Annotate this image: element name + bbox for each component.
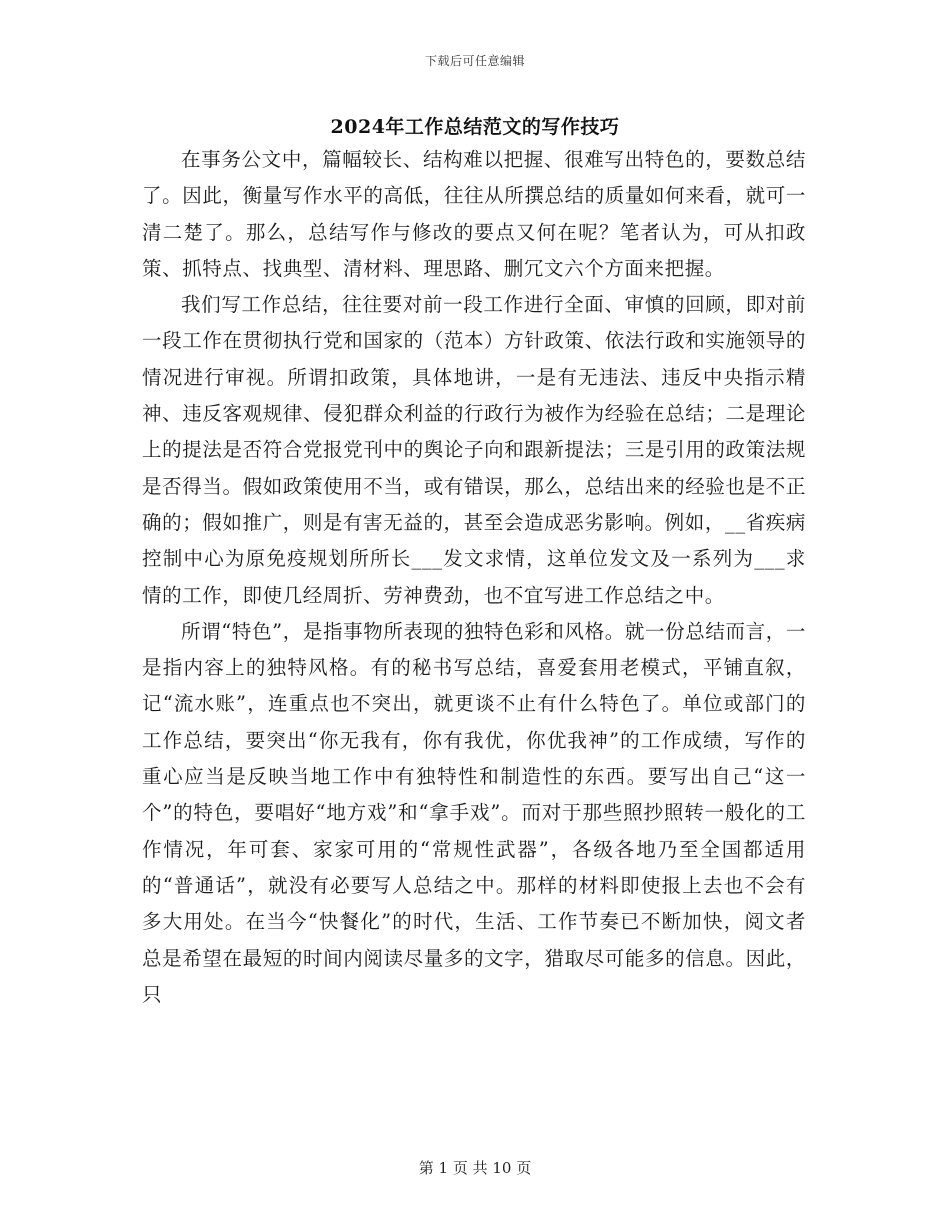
document-title: 2024年工作总结范文的写作技巧 <box>330 116 620 138</box>
paragraph: 在事务公文中，篇幅较长、结构难以把握、很难写出特色的，要数总结了。因此，衡量写作水平的高低，往往从所撰总结的质量如何来看，就可一清二楚了。那么，总结写作与修改的要点又何在呢？笔者认为，可从扣政策、抓特点、找典型、清材料、理思路、删冗文六个方面来把握。 <box>142 148 806 280</box>
page-header: 下载后可任意编辑 <box>424 54 525 68</box>
paragraph: 所谓“特色”，是指事物所表现的独特色彩和风格。就一份总结而言，一是指内容上的独特风格。有的秘书写总结，喜爱套用老模式，平铺直叙，记“流水账”，连重点也不突出，就更谈不止有什么特色了。单位或部门的工作总结，要突出“你无我有，你有我优，你优我神”的工作成绩，写作的重心应当是反映当地工作中有独特性和制造性的东西。要写出自己“这一个”的特色，要唱好“地方戏”和“拿手戏”。而对于那些照抄照转一般化的工作情况，年可套、家家可用的“常规性武器”，各级各地乃至全国都适用的“普通话”，就没有必要写人总结之中。那样的材料即使报上去也不会有多大用处。在当今“快餐化”的时代，生活、工作节奏已不断加快，阅文者总是希望在最短的时间内阅读尽量多的文字，猎取尽可能多的信息。因此，只 <box>142 619 806 1006</box>
document-body <box>142 142 806 1013</box>
paragraph: 我们写工作总结，往往要对前一段工作进行全面、审慎的回顾，即对前一段工作在贯彻执行党和国家的（范本）方针政策、依法行政和实施领导的情况进行审视。所谓扣政策，具体地讲，一是有无违法、违反中央指示精神、违反客观规律、侵犯群众利益的行政行为被作为经验在总结；二是理论上的提法是否符合党报党刊中的舆论子向和跟新提法；三是引用的政策法规是否得当。假如政策使用不当，或有错误，那么，总结出来的经验也是不正确的；假如推广，则是有害无益的，甚至会造成恶劣影响。例如，__省疾病控制中心为原免疫规划所所长___发文求情，这单位发文及一系列为___求情的工作，即使几经周折、劳神费劲，也不宜写进工作总结之中。 <box>142 293 806 607</box>
page-number-footer: 第 1 页 共 10 页 <box>418 1159 532 1177</box>
